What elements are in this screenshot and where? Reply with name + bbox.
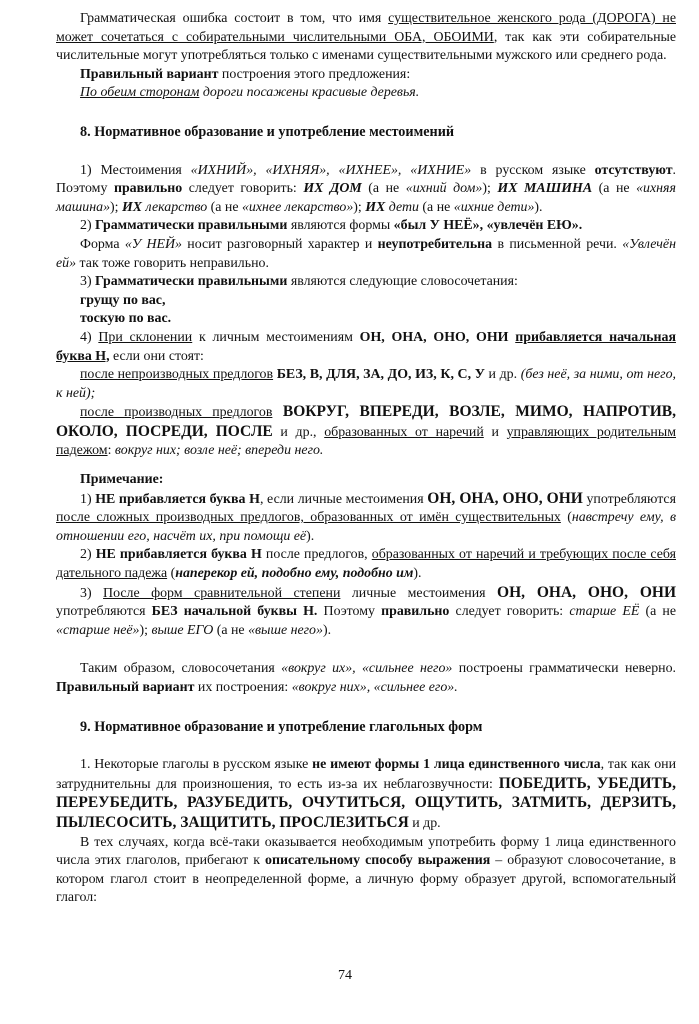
text: существительное женского рода (ДОРОГА) не может сочетаться с собирательными числительными ОБА, ОБОИМИ (56, 11, 676, 45)
text: прибавляется начальная буква Н, (56, 329, 676, 364)
text: ОН, ОНА, ОНО, ОНИ (359, 329, 509, 345)
s8-item-4-sub2 (56, 403, 676, 461)
text: После форм сравнительной степени (103, 585, 341, 601)
text: – образуют словосочетание, в котором глагол стоит в неопределенной форме, а личную форму образует другой, вспомогательный глагол: (56, 853, 676, 906)
s8-item-3 (56, 273, 676, 292)
text: дети (385, 199, 419, 215)
text: неупотребительна (377, 236, 493, 252)
text: и др. (484, 367, 521, 383)
s8-item-3-line1: грущу по вас, (80, 292, 166, 308)
text: 3) (80, 274, 96, 290)
text: ИХ ДОМ (303, 181, 362, 197)
note-title: Примечание: (80, 472, 164, 488)
text: личные местоимения (340, 585, 498, 601)
text: после непроизводных предлогов (80, 367, 274, 383)
text: (без неё, за ними, от него, к ней); (56, 367, 676, 401)
text: ); (110, 199, 122, 215)
text: носит разговорный характер и (181, 236, 378, 252)
text: ). (322, 622, 332, 638)
text: 1) (80, 491, 96, 507)
summary-paragraph (56, 660, 676, 697)
text: «ихние дети» (453, 199, 535, 215)
text: построения этого предложения: (218, 66, 411, 82)
text: ( (560, 510, 572, 526)
s9-paragraph-2 (56, 834, 676, 908)
text: ПОБЕДИТЬ, УБЕДИТЬ, ПЕРЕУБЕДИТЬ, РАЗУБЕДИТЬ, ОЧУТИТЬСЯ, ОЩУТИТЬ, ЗАТМИТЬ, ДЕРЗИТЬ, ПЫЛЕСОСИТЬ, ЗАЩИТИТЬ, ПРОСЛЕЗИТЬСЯ (56, 774, 676, 831)
variant-line (56, 66, 676, 85)
page-number: 74 (338, 968, 352, 983)
text: , так как они затруднительны для произношения, то есть из-за их неблагозвучности: (56, 757, 677, 792)
text: . Поэтому (56, 162, 676, 197)
section-9-title: 9. Нормативное образование и употребление глагольных форм (80, 718, 483, 735)
text: ИХ МАШИНА (497, 181, 593, 197)
text: и др. (408, 815, 441, 831)
text: (а не (418, 199, 454, 215)
s8-item-4 (56, 329, 676, 366)
text: ОН, ОНА, ОНО, ОНИ (497, 583, 676, 601)
text: после предлогов, (261, 547, 372, 563)
text: 3) (80, 585, 104, 601)
text: Таким образом, словосочетания (80, 661, 282, 677)
text: ИХ (122, 199, 143, 215)
section-8-title: 8. Нормативное образование и употребление местоимений (80, 123, 455, 140)
text: (а не (213, 622, 249, 638)
text: (а не (207, 199, 242, 215)
text: «был У НЕЁ», «увлечён ЕЮ». (393, 218, 583, 234)
text: «Увлечён ей» (56, 236, 676, 271)
text: в русском языке (471, 162, 595, 178)
text: 4) (80, 329, 99, 345)
text: 1) Местоимения (80, 162, 191, 178)
text: следует говорить: (182, 181, 304, 197)
s9-paragraph-1 (56, 756, 676, 833)
text: являются формы (287, 218, 394, 234)
text: и др., (272, 424, 325, 440)
text: описательному способу выражения (265, 853, 491, 869)
text: после производных предлогов (80, 405, 273, 421)
text: вокруг них; возле неё; впереди него. (114, 443, 324, 459)
intro-paragraph (56, 10, 676, 66)
text: Грамматическая ошибка состоит в том, что имя (80, 11, 389, 26)
text: образованных от наречий и требующих после себя дательного падежа (56, 547, 676, 582)
text: «ихнее лекарство» (241, 199, 354, 215)
text: употребляются (56, 604, 152, 620)
text: (а не (361, 181, 406, 197)
s8-item-2 (56, 217, 676, 236)
text: БЕЗ, В, ДЛЯ, ЗА, ДО, ИЗ, К, С, У (273, 367, 485, 383)
text: построены грамматически неверно. (452, 661, 676, 677)
text: образованных от наречий (324, 424, 484, 440)
text: после сложных производных предлогов, образованных от имён существительных (56, 510, 561, 526)
text: управляющих родительным падежом (56, 424, 676, 459)
text: (а не (639, 604, 677, 620)
text: выше ЕГО (151, 622, 214, 638)
text: «ихний дом» (405, 181, 483, 197)
text: НЕ прибавляется буква Н (95, 547, 262, 563)
text: Форма (80, 236, 125, 252)
note-3 (56, 584, 676, 641)
text: навстречу ему, в отношении его, насчёт их, при помощи её (56, 510, 676, 544)
s8-item-3-line2: тоскую по вас. (80, 311, 172, 327)
text: ); (139, 622, 152, 638)
text: «вокруг их», «сильнее него» (281, 661, 453, 677)
text: В тех случаях, когда всё-таки оказывается необходимым употребить форму 1 лица единственного числа этих глаголов, прибегают к (56, 834, 676, 869)
text: ВОКРУГ, ВПЕРЕДИ, ВОЗЛЕ, МИМО, НАПРОТИВ, ОКОЛО, ПОСРЕДИ, ПОСЛЕ (56, 403, 676, 440)
text: ). (306, 528, 315, 544)
text: По обеим сторонам (80, 85, 200, 101)
text: 2) (80, 547, 96, 563)
text: старше ЕЁ (569, 604, 640, 620)
text: Грамматически правильными (95, 274, 288, 290)
text: «ихняя машина» (56, 181, 676, 215)
page-content (56, 10, 676, 908)
text: : (107, 443, 115, 459)
text: При склонении (98, 329, 193, 345)
text: ( (167, 566, 176, 582)
text: Правильный вариант (80, 66, 219, 82)
text: 2) (80, 218, 96, 234)
text: являются следующие словосочетания: (287, 274, 518, 290)
text: «выше него» (248, 622, 323, 638)
text: лекарство (142, 199, 208, 215)
text: следует говорить: (449, 604, 570, 620)
text: ). (534, 199, 543, 215)
s8-item-1 (56, 162, 676, 218)
text: отсутствуют (594, 162, 673, 178)
text: , если личные местоимения (259, 491, 428, 507)
text: БЕЗ начальной буквы Н. (151, 604, 318, 620)
text: так тоже говорить неправильно. (76, 255, 269, 271)
text: в письменной речи. (492, 236, 623, 252)
text: употребляются (582, 491, 676, 507)
example-line (56, 84, 676, 103)
note-1 (56, 490, 676, 547)
text: «вокруг них», «сильнее его». (291, 680, 458, 695)
text: ИХ (365, 199, 386, 215)
text: правильно (381, 604, 450, 620)
text: НЕ прибавляется буква Н (95, 491, 260, 507)
note-2 (56, 546, 676, 583)
text: правильно (113, 181, 183, 197)
text: к личным местоимениям (192, 329, 360, 345)
s8-item-4-sub1 (56, 366, 676, 403)
text: Грамматически правильными (95, 218, 288, 234)
text: дороги посажены красивые деревья. (199, 85, 420, 101)
text: наперекор ей, подобно ему, подобно им (175, 566, 414, 582)
text: ); (482, 181, 498, 197)
text: «У НЕЙ» (124, 236, 182, 252)
text: ). (413, 566, 422, 582)
text: Правильный вариант (56, 680, 195, 695)
text: если они стоят: (109, 348, 204, 364)
text: и (483, 424, 507, 440)
text: не имеют формы 1 лица единственного числа (312, 757, 601, 773)
text: , так как эти собирательные числительные могут употребляться только с именами существительными мужского или среднего рода. (56, 29, 677, 64)
text: «ИХНИЙ», «ИХНЯЯ», «ИХНЕЕ», «ИХНИЕ» (190, 162, 472, 178)
text: ОН, ОНА, ОНО, ОНИ (427, 489, 583, 507)
text: 1. Некоторые глаголы в русском языке (80, 757, 313, 773)
text: «старше неё» (56, 622, 140, 638)
text: Поэтому (317, 604, 382, 620)
text: их построения: (194, 680, 292, 695)
text: (а не (592, 181, 637, 197)
s8-item-2-form (56, 236, 676, 273)
text: ); (353, 199, 366, 215)
